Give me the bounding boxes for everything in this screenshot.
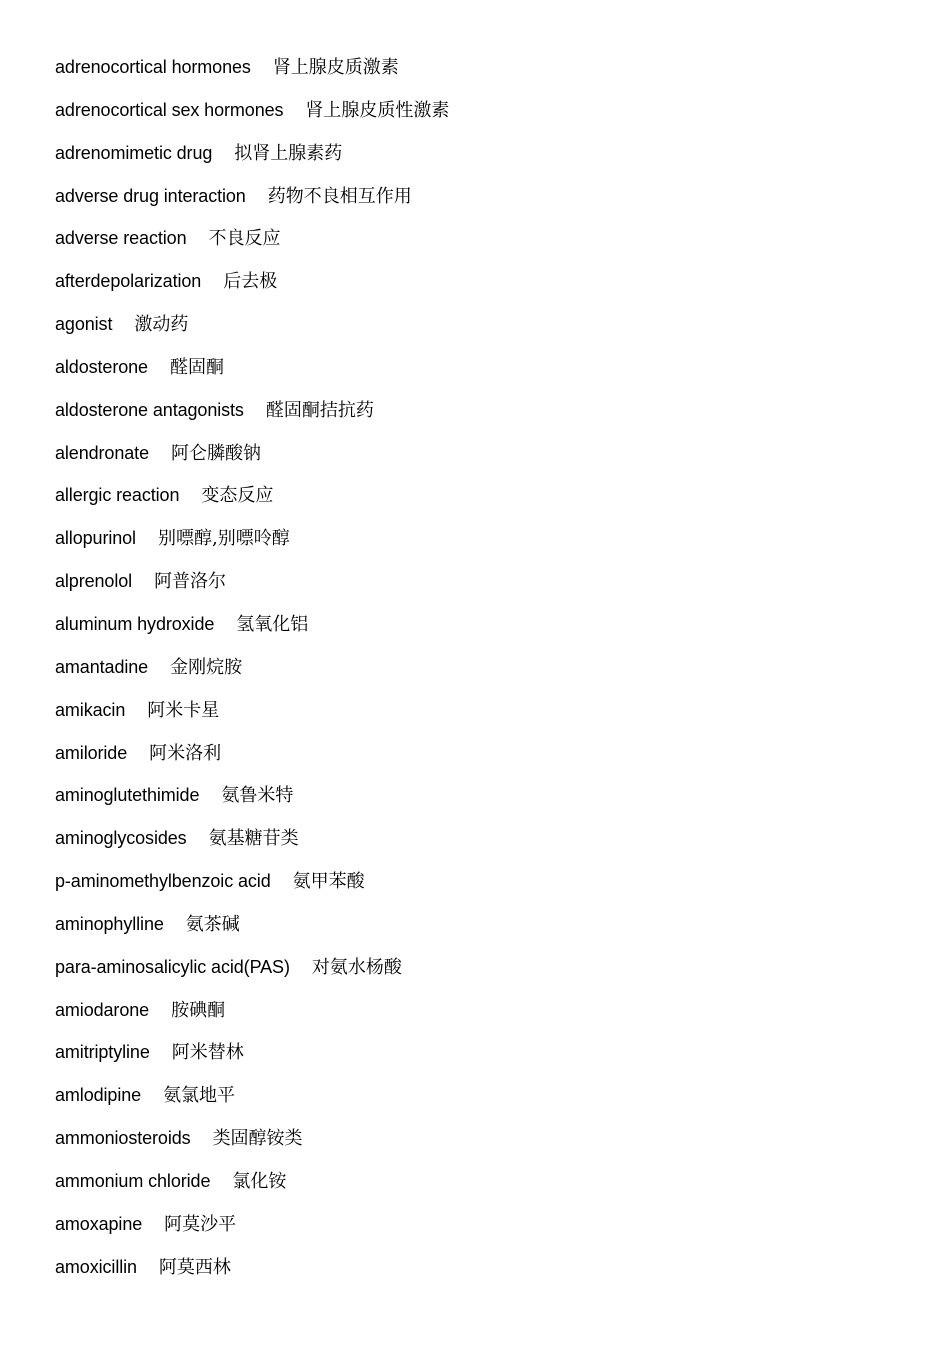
chinese-translation: 氯化铵 <box>232 1170 287 1192</box>
glossary-entry <box>55 867 915 910</box>
english-term: aldosterone antagonists <box>55 399 244 420</box>
glossary-entry <box>55 396 915 439</box>
glossary-entry <box>55 781 915 824</box>
glossary-entry <box>55 224 915 267</box>
english-term: aminoglycosides <box>55 828 187 849</box>
chinese-translation: 阿普洛尔 <box>154 571 227 593</box>
chinese-translation: 阿莫西林 <box>158 1256 231 1278</box>
glossary-entry <box>55 353 915 396</box>
english-term: aminophylline <box>55 913 164 934</box>
chinese-translation: 后去极 <box>223 271 278 293</box>
chinese-translation: 类固醇铵类 <box>212 1128 303 1150</box>
glossary-entry <box>55 96 915 139</box>
glossary-entry <box>55 1124 915 1167</box>
english-term: agonist <box>55 314 113 335</box>
chinese-translation: 变态反应 <box>201 485 274 507</box>
english-term: ammonium chloride <box>55 1170 211 1191</box>
english-term: afterdepolarization <box>55 271 202 292</box>
chinese-translation: 拟肾上腺素药 <box>234 142 343 164</box>
chinese-translation: 别嘌醇,别嘌呤醇 <box>157 528 290 550</box>
glossary-entry <box>55 139 915 182</box>
glossary-entry <box>55 1081 915 1124</box>
english-term: adrenomimetic drug <box>55 142 213 163</box>
chinese-translation: 胺碘酮 <box>171 999 226 1021</box>
chinese-translation: 氨茶碱 <box>185 913 240 935</box>
glossary-entry <box>55 910 915 953</box>
chinese-translation: 激动药 <box>134 314 189 336</box>
glossary-entry <box>55 953 915 996</box>
chinese-translation: 氨甲苯酸 <box>292 871 365 893</box>
english-term: aluminum hydroxide <box>55 613 215 634</box>
chinese-translation: 药物不良相互作用 <box>267 185 412 207</box>
english-term: adrenocortical sex hormones <box>55 99 284 120</box>
english-term: amoxapine <box>55 1213 143 1234</box>
glossary-entry <box>55 824 915 867</box>
english-term: amitriptyline <box>55 1042 150 1063</box>
glossary-entry <box>55 1167 915 1210</box>
glossary-entry <box>55 610 915 653</box>
glossary-entry <box>55 53 915 96</box>
chinese-translation: 醛固酮拮抗药 <box>265 399 374 421</box>
glossary-entry <box>55 696 915 739</box>
glossary-entry <box>55 1253 915 1296</box>
chinese-translation: 肾上腺皮质性激素 <box>305 99 450 121</box>
english-term: para-aminosalicylic acid(PAS) <box>55 956 290 977</box>
english-term: ammoniosteroids <box>55 1128 191 1149</box>
chinese-translation: 阿仑膦酸钠 <box>170 442 261 464</box>
english-term: alprenolol <box>55 571 133 592</box>
english-term: amlodipine <box>55 1085 142 1106</box>
english-term: adverse drug interaction <box>55 185 246 206</box>
chinese-translation: 金刚烷胺 <box>170 656 243 678</box>
chinese-translation: 阿米洛利 <box>149 742 222 764</box>
glossary-entry <box>55 996 915 1039</box>
chinese-translation: 氨鲁米特 <box>221 785 294 807</box>
glossary-entry <box>55 481 915 524</box>
chinese-translation: 氢氧化铝 <box>236 613 309 635</box>
english-term: amiloride <box>55 742 128 763</box>
english-term: amoxicillin <box>55 1256 137 1277</box>
english-term: adrenocortical hormones <box>55 57 251 77</box>
english-term: amiodarone <box>55 999 150 1020</box>
glossary-entry <box>55 653 915 696</box>
glossary-entry <box>55 439 915 482</box>
glossary-entry <box>55 1210 915 1253</box>
chinese-translation: 阿米卡星 <box>147 699 220 721</box>
chinese-translation: 肾上腺皮质激素 <box>272 57 399 78</box>
english-term: alendronate <box>55 442 149 463</box>
english-term: adverse reaction <box>55 228 187 249</box>
chinese-translation: 氨基糖苷类 <box>208 828 299 850</box>
english-term: allopurinol <box>55 528 136 549</box>
chinese-translation: 醛固酮 <box>169 356 224 378</box>
glossary-entry <box>55 739 915 782</box>
english-term: aldosterone <box>55 356 148 377</box>
glossary-entry <box>55 1038 915 1081</box>
english-term: allergic reaction <box>55 485 180 506</box>
chinese-translation: 氨氯地平 <box>163 1085 236 1107</box>
chinese-translation: 阿莫沙平 <box>164 1213 237 1235</box>
glossary-entry <box>55 310 915 353</box>
glossary-entry <box>55 567 915 610</box>
glossary-entry <box>55 524 915 567</box>
glossary-entry <box>55 182 915 225</box>
english-term: aminoglutethimide <box>55 785 200 806</box>
chinese-translation: 对氨水杨酸 <box>311 956 402 978</box>
chinese-translation: 阿米替林 <box>171 1042 244 1064</box>
english-term: amikacin <box>55 699 126 720</box>
english-term: amantadine <box>55 656 149 677</box>
english-term: p-aminomethylbenzoic acid <box>55 871 271 892</box>
glossary-list <box>55 53 915 1295</box>
glossary-entry <box>55 267 915 310</box>
chinese-translation: 不良反应 <box>208 228 281 250</box>
